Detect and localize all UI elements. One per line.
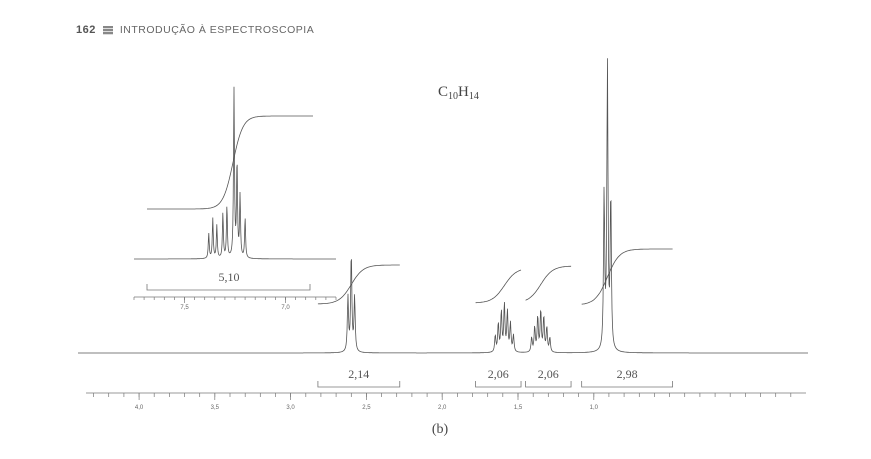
integral-curve xyxy=(318,265,400,304)
integral-value: 2,14 xyxy=(348,367,370,381)
figure-caption: (b) xyxy=(431,422,449,437)
integral-value: 2,06 xyxy=(487,367,509,381)
integral-value: 2,06 xyxy=(537,367,559,381)
tick-label: 1,5 xyxy=(513,405,523,411)
inset-integral-brackets xyxy=(147,270,310,290)
x-axis xyxy=(86,393,806,411)
inset-tick-label: 7,5 xyxy=(180,305,189,311)
tick-label: 3,0 xyxy=(286,405,295,411)
page-number: 162 xyxy=(76,24,96,36)
integral-curve xyxy=(526,266,572,300)
integral-curve xyxy=(476,270,521,303)
tick-label: 2,0 xyxy=(438,405,447,411)
molecular-formula: $C_{10}H_{14}$ xyxy=(438,84,479,102)
book-title: INTRODUÇÃO À ESPECTROSCOPIA xyxy=(119,24,315,36)
integral-bracket xyxy=(476,381,521,387)
integral-bracket xyxy=(526,381,571,387)
inset-integral-value: 5,10 xyxy=(218,270,240,284)
inset-spectrum-trace xyxy=(134,87,336,259)
tick-label: 3,5 xyxy=(210,405,219,411)
inset-integral-curve xyxy=(147,116,313,209)
inset-integral-bracket xyxy=(147,284,310,290)
integral-curves xyxy=(318,249,673,304)
aromatic-inset xyxy=(134,87,336,311)
inset-x-axis xyxy=(134,297,336,311)
integral-bracket xyxy=(582,381,673,387)
integral-curve xyxy=(582,249,673,304)
integral-value: 2,98 xyxy=(616,367,638,381)
integral-brackets xyxy=(318,367,673,387)
inset-tick-label: 7,0 xyxy=(281,305,290,311)
tick-label: 4,0 xyxy=(134,405,144,411)
tick-label: 1,0 xyxy=(589,405,598,411)
integral-bracket xyxy=(318,381,400,387)
inset-integral-curves xyxy=(147,116,313,209)
tick-label: 2,5 xyxy=(362,405,371,411)
